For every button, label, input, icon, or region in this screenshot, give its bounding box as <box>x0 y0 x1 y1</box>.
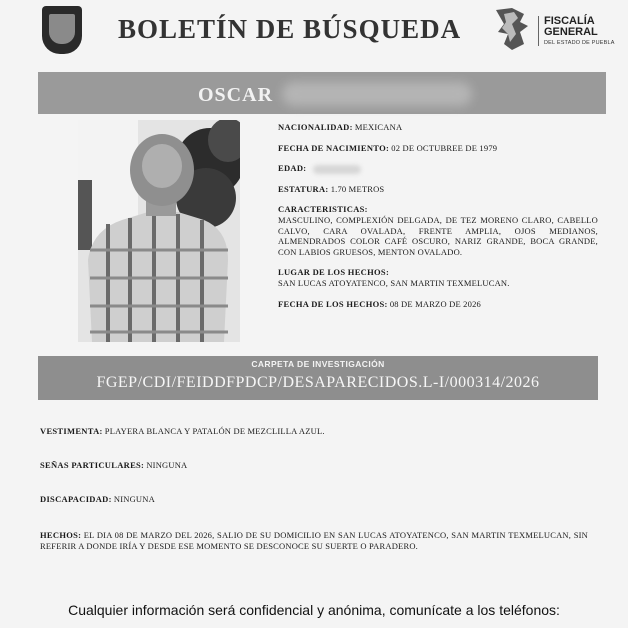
caracteristicas-row <box>278 204 598 257</box>
nacionalidad-row <box>278 122 598 133</box>
nacionalidad-value: MEXICANA <box>354 122 403 132</box>
footer-contact-text: Cualquier información será confidencial y anónima, comunícate a los teléfonos: <box>68 602 560 618</box>
estatura-row <box>278 184 598 195</box>
edad-redaction <box>313 165 361 174</box>
senas-value: NINGUNA <box>146 460 188 470</box>
vestimenta-value: PLAYERA BLANCA Y PATALÓN DE MEZCLILLA AZUL. <box>104 426 325 436</box>
nacimiento-row <box>278 143 598 154</box>
edad-label: EDAD: <box>278 163 307 174</box>
lugar-value: SAN LUCAS ATOYATENCO, SAN MARTIN TEXMELUCAN. <box>278 277 510 288</box>
case-label: CARPETA DE INVESTIGACIÓN <box>251 359 385 369</box>
person-photo <box>78 120 240 342</box>
nacimiento-value: 02 DE OCTUBREE DE 1979 <box>391 142 498 153</box>
hechos-row <box>40 530 588 552</box>
header <box>0 0 628 64</box>
state-seal-icon <box>42 6 82 54</box>
lugar-label: LUGAR DE LOS HECHOS: <box>278 267 390 278</box>
logo-line-1: FISCALÍA <box>544 15 595 27</box>
case-number: FGEP/CDI/FEIDDFPDCP/DESAPARECIDOS.L-I/000314/2026 <box>96 374 540 391</box>
fecha-hechos-row <box>278 299 598 310</box>
nacionalidad-label: NACIONALIDAD: <box>278 122 353 132</box>
estatura-label: ESTATURA: <box>278 183 329 194</box>
discapacidad-row <box>40 494 588 505</box>
name-redaction <box>282 82 472 106</box>
lugar-row <box>278 267 598 288</box>
hechos-label: HECHOS: <box>40 530 82 540</box>
estatura-value: 1.70 METROS <box>330 183 385 194</box>
discapacidad-label: DISCAPACIDAD: <box>40 494 112 504</box>
fiscalia-logo <box>490 2 626 58</box>
person-name: OSCAR <box>198 84 274 106</box>
nacimiento-label: FECHA DE NACIMIENTO: <box>278 142 390 153</box>
logo-line-2: GENERAL <box>544 26 598 38</box>
fecha-hechos-label: FECHA DE LOS HECHOS: <box>278 298 388 309</box>
vestimenta-label: VESTIMENTA: <box>40 426 103 436</box>
vestimenta-row <box>40 426 588 437</box>
info-panel <box>278 122 598 319</box>
senas-label: SEÑAS PARTICULARES: <box>40 460 145 470</box>
page-title: BOLETÍN DE BÚSQUEDA <box>118 14 462 44</box>
senas-row <box>40 460 588 471</box>
fiscalia-logo-icon <box>490 4 534 52</box>
hechos-value: EL DIA 08 DE MARZO DEL 2026, SALIO DE SU DOMICILIO EN SAN LUCAS ATOYATENCO, SAN MARTIN TEXMELUCAN, SIN REFERIR A DONDE IRÍA Y DESDE ESE MOMENTO SE DESCONOCE SU SUERTE O PARADERO. <box>40 530 588 551</box>
logo-line-3: DEL ESTADO DE PUEBLA <box>544 40 615 46</box>
fecha-hechos-value: 08 DE MARZO DE 2026 <box>389 298 481 309</box>
discapacidad-value: NINGUNA <box>113 494 155 504</box>
edad-row <box>278 163 598 174</box>
caracteristicas-value: MASCULINO, COMPLEXIÓN DELGADA, DE TEZ MORENO CLARO, CABELLO CALVO, CARA OVALADA, FRENTE AMPLIA, OJOS MEDIANOS, ALMENDRADOS COLOR CAFÉ OSCURO, NARIZ GRANDE, BOCA GRANDE, CON LABIOS GRUESOS, MENTON OVALADO. <box>278 214 598 257</box>
caracteristicas-label: CARACTERISTICAS: <box>278 204 368 215</box>
